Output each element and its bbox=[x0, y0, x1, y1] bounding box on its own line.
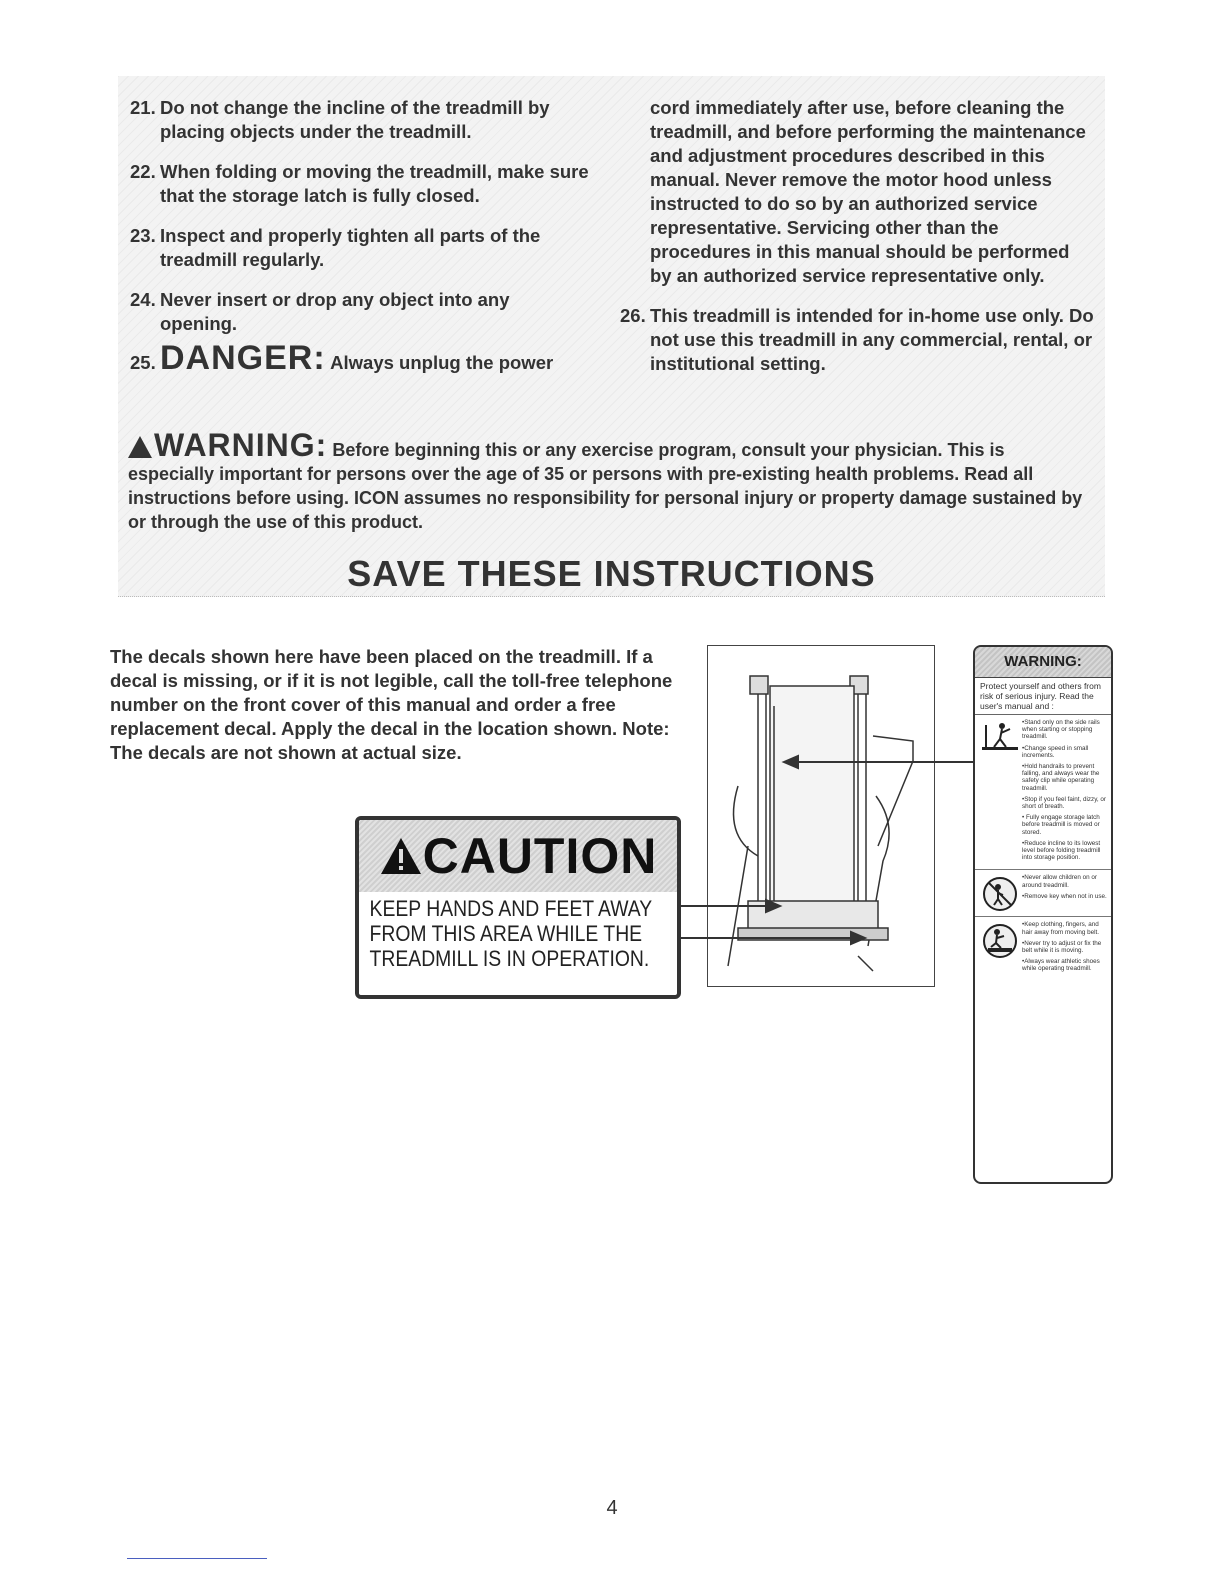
danger-label: DANGER: bbox=[160, 339, 326, 377]
safety-list-left-column bbox=[130, 96, 590, 391]
warning-decal-title: WARNING: bbox=[1004, 653, 1082, 670]
safety-list-right-column bbox=[620, 96, 1095, 392]
safety-item-26 bbox=[620, 304, 1095, 376]
no-children-icon bbox=[978, 874, 1022, 912]
caution-decal bbox=[355, 816, 681, 999]
safety-item-23 bbox=[130, 224, 590, 272]
warning-decal-rule: •Change speed in small increments. bbox=[1022, 744, 1089, 759]
save-instructions-heading: SAVE THESE INSTRUCTIONS bbox=[347, 553, 876, 594]
warning-decal-rule: •Stand only on the side rails when starting or stopping treadmill. bbox=[1022, 719, 1100, 741]
footer-rule bbox=[127, 1558, 267, 1559]
warning-paragraph bbox=[128, 427, 1088, 534]
warning-decal-rule: •Hold handrails to prevent falling, and always wear the safety clip while operating treadmill. bbox=[1022, 763, 1100, 792]
warning-decal-rule: •Remove key when not in use. bbox=[1022, 892, 1107, 900]
warning-decal-rule: •Always wear athletic shoes while operating treadmill. bbox=[1022, 958, 1100, 973]
warning-decal-intro: Protect yourself and others from risk of serious injury. Read the user's manual and : bbox=[975, 678, 1111, 715]
moving-belt-hazard-icon bbox=[978, 921, 1022, 959]
caution-decal-header bbox=[359, 820, 677, 892]
person-on-treadmill-icon bbox=[978, 719, 1022, 757]
item-text: cord immediately after use, before cleaning the treadmill, and before performing the maintenance and adjustment procedures described in this manual. Never remove the motor hood unless instructed to do so by an authorized service representative. Servicing other than the procedures in this manual should be performed by an authorized service representative only. bbox=[650, 97, 1086, 286]
warning-text: Before beginning this or any exercise program, consult your physician. This is especially important for persons over the age of 35 or persons with pre-existing health problems. Read all instructions before using. ICON assumes no responsibility for personal injury or property damage sustained by or through the use of this product. bbox=[128, 440, 1083, 532]
item-number: 26. bbox=[620, 305, 646, 326]
warning-decal-header bbox=[975, 647, 1111, 678]
item-text: When folding or moving the treadmill, make sure that the storage latch is fully closed. bbox=[160, 161, 589, 206]
item-number: 21. bbox=[130, 97, 156, 118]
item-text: Never insert or drop any object into any opening. bbox=[160, 289, 510, 334]
item-number: 23. bbox=[130, 225, 156, 246]
item-text: Inspect and properly tighten all parts of the treadmill regularly. bbox=[160, 225, 541, 270]
item-text: This treadmill is intended for in-home use only. Do not use this treadmill in any commercial, rental, or institutional setting. bbox=[650, 305, 1094, 374]
safety-item-24 bbox=[130, 288, 590, 336]
page-number: 4 bbox=[606, 1497, 618, 1519]
warning-triangle-icon bbox=[128, 436, 152, 458]
item-text: Do not change the incline of the treadmill by placing objects under the treadmill. bbox=[160, 97, 550, 142]
decal-location-arrows bbox=[660, 750, 980, 950]
item-number: 22. bbox=[130, 161, 156, 182]
warning-label: WARNING: bbox=[154, 427, 328, 463]
safety-item-25-continued bbox=[650, 96, 1095, 288]
warning-decal-section-3 bbox=[975, 917, 1111, 980]
warning-decal-section-1 bbox=[975, 715, 1111, 870]
item-text: Always unplug the power bbox=[330, 352, 554, 373]
warning-decal-section-2 bbox=[975, 870, 1111, 917]
caution-body-text: KEEP HANDS AND FEET AWAY FROM THIS AREA WHILE THE TREADMILL IS IN OPERATION. bbox=[369, 896, 652, 971]
warning-decal-rule: • Fully engage storage latch before treadmill is moved or stored. bbox=[1022, 814, 1100, 836]
caution-title: CAUTION bbox=[422, 828, 658, 884]
warning-decal bbox=[973, 645, 1113, 1184]
warning-decal-rule: •Stop if you feel faint, dizzy, or short of breath. bbox=[1022, 795, 1106, 811]
decals-intro-text: The decals shown here have been placed on the treadmill. If a decal is missing, or if it is not legible, call the toll-free telephone number on the front cover of this manual and order a free replacement decal. Apply the decal in the location shown. Note: The decals are not shown at actual size. bbox=[110, 646, 673, 763]
safety-item-21 bbox=[130, 96, 590, 144]
warning-decal-rule: •Never try to adjust or fix the belt while it is moving. bbox=[1022, 939, 1102, 955]
warning-decal-rule: •Reduce incline to its lowest level before folding treadmill into storage position. bbox=[1022, 839, 1101, 862]
warning-decal-rule: •Never allow children on or around treadmill. bbox=[1022, 874, 1098, 889]
warning-decal-rule: •Keep clothing, fingers, and hair away from moving belt. bbox=[1022, 921, 1099, 936]
item-number: 24. bbox=[130, 289, 156, 310]
caution-triangle-icon bbox=[379, 836, 423, 876]
safety-item-25 bbox=[130, 339, 590, 377]
safety-item-22 bbox=[130, 160, 590, 208]
item-number: 25. bbox=[130, 352, 156, 373]
